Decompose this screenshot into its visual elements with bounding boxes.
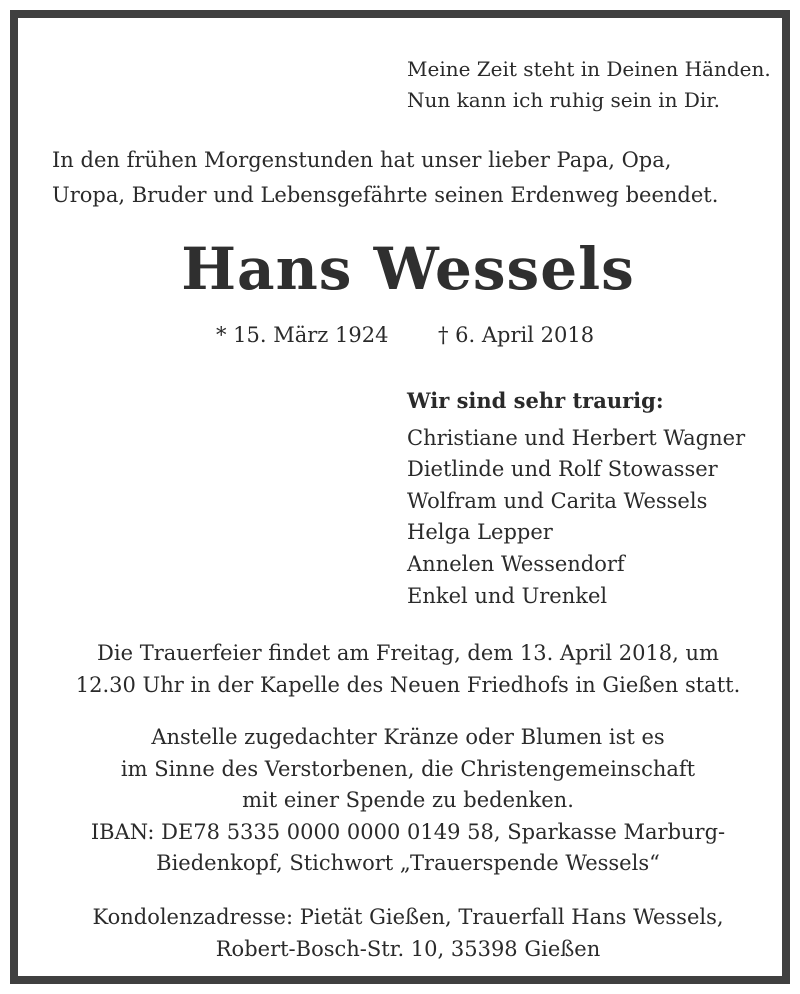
- donation-line: im Sinne des Verstorbenen, die Christengemeinschaft: [120, 756, 696, 781]
- condolence-line: Kondolenzadresse: Pietät Gießen, Trauerfall Hans Wessels,: [92, 905, 724, 929]
- deceased-name: Hans Wessels: [181, 235, 635, 303]
- intro-text: [52, 143, 772, 213]
- mourner-name: Helga Lepper: [407, 520, 553, 545]
- motto-line: Nun kann ich ruhig sein in Dir.: [407, 88, 721, 112]
- mourners-title: Wir sind sehr traurig:: [407, 388, 664, 413]
- motto-line: Meine Zeit steht in Deinen Händen.: [407, 57, 771, 81]
- condolence-line: Robert-Bosch-Str. 10, 35398 Gießen: [215, 936, 601, 961]
- service-line: 12.30 Uhr in der Kapelle des Neuen Friedhofs in Gießen statt.: [75, 672, 741, 697]
- intro-line: Uropa, Bruder und Lebensgefährte seinen Erdenweg beendet.: [52, 183, 719, 207]
- donation-line: mit einer Spende zu bedenken.: [242, 788, 574, 812]
- obituary-frame: [10, 10, 790, 984]
- donation-line: Anstelle zugedachter Kränze oder Blumen ist es: [151, 725, 665, 749]
- donation-notice: [18, 722, 798, 880]
- mourner-name: Dietlinde und Rolf Stowasser: [407, 457, 718, 482]
- mourner-name: Enkel und Urenkel: [407, 583, 608, 608]
- donation-line: IBAN: DE78 5335 0000 0000 0149 58, Sparkasse Marburg-: [90, 819, 726, 844]
- funeral-service-notice: [18, 638, 798, 701]
- death-date: † 6. April 2018: [438, 323, 595, 347]
- birth-date: * 15. März 1924: [216, 323, 389, 347]
- donation-line: Biedenkopf, Stichwort „Trauerspende Wessels“: [156, 851, 660, 875]
- service-line: Die Trauerfeier findet am Freitag, dem 13. April 2018, um: [97, 641, 719, 665]
- motto-verse: [407, 54, 771, 116]
- intro-line: In den frühen Morgenstunden hat unser lieber Papa, Opa,: [52, 148, 672, 172]
- mourner-name: Christiane und Herbert Wagner: [407, 425, 746, 450]
- mourner-name: Annelen Wessendorf: [407, 551, 625, 576]
- mourner-name: Wolfram und Carita Wessels: [407, 488, 708, 513]
- condolence-address: [18, 902, 798, 965]
- mourners-list: [407, 385, 745, 612]
